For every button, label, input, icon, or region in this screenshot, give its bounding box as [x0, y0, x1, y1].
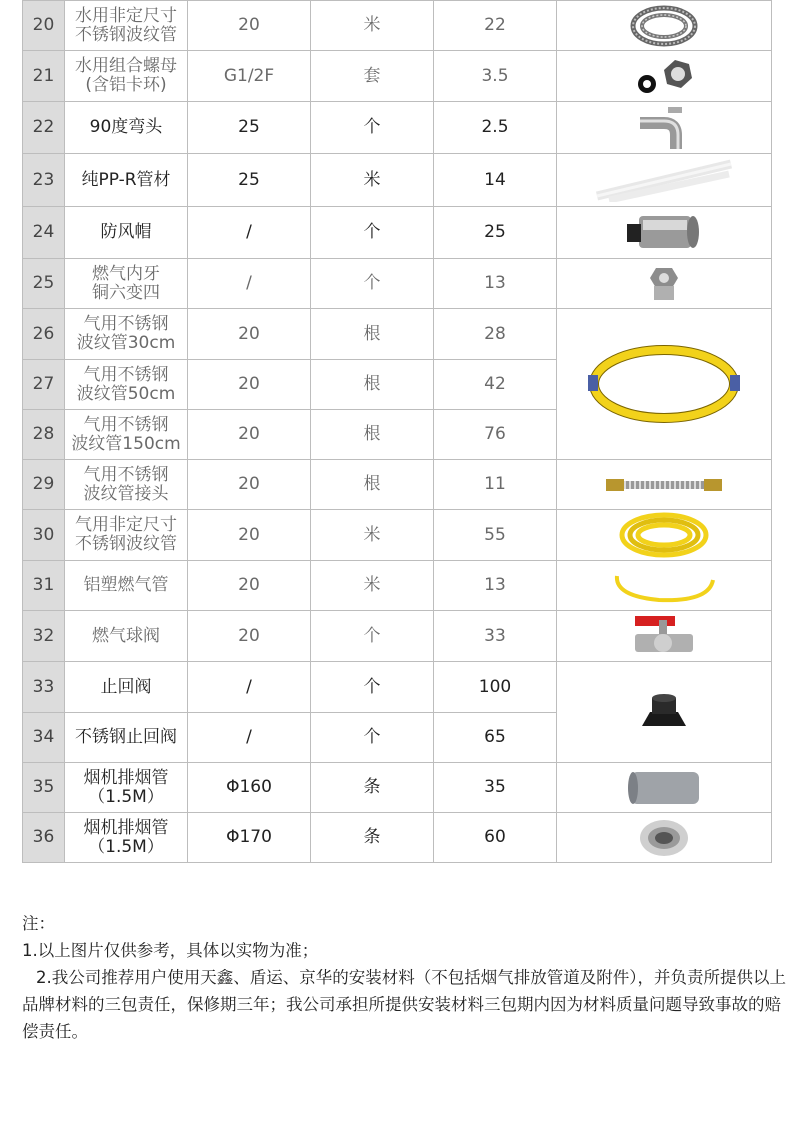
item-spec: /: [188, 662, 311, 713]
item-name: [65, 460, 188, 510]
item-name: [65, 1, 188, 51]
item-name: [65, 611, 188, 662]
item-name-line: 气用不锈钢: [83, 314, 169, 334]
row-number: 22: [23, 102, 65, 154]
item-spec: 20: [188, 510, 311, 561]
yellow-gas-hose-icon: [557, 339, 771, 429]
item-unit: 米: [311, 561, 434, 611]
row-number: 31: [23, 561, 65, 611]
item-name-line: 不锈钢波纹管: [75, 534, 177, 554]
item-unit: 米: [311, 510, 434, 561]
item-image: [557, 51, 772, 102]
item-price: 14: [434, 154, 557, 207]
item-name: [65, 813, 188, 863]
item-image: [557, 611, 772, 662]
item-spec: /: [188, 207, 311, 259]
row-number: 34: [23, 713, 65, 763]
item-unit: 个: [311, 611, 434, 662]
table-row: [23, 309, 772, 360]
item-price: 42: [434, 360, 557, 410]
item-unit: 米: [311, 1, 434, 51]
item-name-line: 气用不锈钢: [83, 464, 169, 485]
row-number: 30: [23, 510, 65, 561]
row-number: 26: [23, 309, 65, 360]
item-price: 3.5: [434, 51, 557, 102]
item-name: [65, 662, 188, 713]
item-price: 33: [434, 611, 557, 662]
item-price: 76: [434, 410, 557, 460]
item-name-line: 烟机排烟管: [83, 767, 169, 788]
note-2: 2.我公司推荐用户使用天鑫、盾运、京华的安装材料（不包括烟气排放管道及附件），并负责所提供以上品牌材料的三包责任，保修期三年；我公司承担所提供安装材料三包期内因为材料质量问题导致事故的赔偿责任。: [22, 968, 786, 1041]
item-unit: 根: [311, 309, 434, 360]
item-unit: 个: [311, 102, 434, 154]
item-price: 65: [434, 713, 557, 763]
notes-section: [22, 910, 787, 1045]
item-price: 25: [434, 207, 557, 259]
item-spec: /: [188, 259, 311, 309]
row-number: 32: [23, 611, 65, 662]
table-row: [23, 259, 772, 309]
item-unit: 条: [311, 763, 434, 813]
table-row: [23, 102, 772, 154]
item-image: [557, 154, 772, 207]
grey-exhaust-duct-icon: [557, 768, 771, 808]
item-name-line: 90度弯头: [89, 117, 163, 137]
item-name: [65, 410, 188, 460]
item-spec: 20: [188, 611, 311, 662]
item-image: [557, 102, 772, 154]
item-unit: 套: [311, 51, 434, 102]
table-row: [23, 460, 772, 510]
item-price: 13: [434, 259, 557, 309]
item-name: [65, 309, 188, 360]
notes-title: 注：: [22, 914, 55, 933]
item-name-line: 铝塑燃气管: [83, 575, 169, 595]
row-number: 29: [23, 460, 65, 510]
item-image: [557, 309, 772, 460]
table-row: [23, 611, 772, 662]
item-spec: 20: [188, 410, 311, 460]
item-unit: 根: [311, 360, 434, 410]
item-spec: G1/2F: [188, 51, 311, 102]
item-unit: 条: [311, 813, 434, 863]
item-image: [557, 763, 772, 813]
item-price: 28: [434, 309, 557, 360]
item-spec: /: [188, 713, 311, 763]
item-price: 13: [434, 561, 557, 611]
item-name-line: 水用组合螺母: [75, 56, 177, 76]
item-spec: Φ170: [188, 813, 311, 863]
item-name: [65, 259, 188, 309]
item-name-line: 气用非定尺寸: [75, 515, 177, 535]
item-price: 35: [434, 763, 557, 813]
ball-valve-icon: [557, 612, 771, 660]
item-unit: 米: [311, 154, 434, 207]
item-name-line: 气用不锈钢: [83, 364, 169, 385]
item-unit: 个: [311, 713, 434, 763]
item-name: [65, 561, 188, 611]
item-name-line: 防风帽: [100, 222, 152, 242]
yellow-hose-coil-icon: [557, 510, 771, 560]
check-valve-icon: [557, 688, 771, 736]
row-number: 27: [23, 360, 65, 410]
bellows-connector-icon: [557, 473, 771, 497]
item-spec: 20: [188, 360, 311, 410]
item-image: [557, 1, 772, 51]
ppr-pipes-icon: [557, 158, 771, 202]
item-name-line: （1.5M）: [88, 786, 164, 807]
item-name-line: 铜六变四: [92, 282, 160, 303]
elbow-pipe-icon: [557, 105, 771, 151]
item-unit: 个: [311, 207, 434, 259]
item-name-line: 不锈钢止回阀: [75, 727, 177, 747]
item-name: [65, 207, 188, 259]
item-spec: 25: [188, 102, 311, 154]
item-name-line: 波纹管50cm: [76, 383, 176, 404]
table-row: [23, 662, 772, 713]
price-table: [22, 0, 772, 863]
item-name-line: 燃气内牙: [92, 263, 160, 284]
table-row: [23, 1, 772, 51]
row-number: 35: [23, 763, 65, 813]
item-image: [557, 662, 772, 763]
table-row: [23, 207, 772, 259]
item-name-line: (含铝卡环): [85, 75, 167, 95]
item-unit: 根: [311, 460, 434, 510]
row-number: 21: [23, 51, 65, 102]
table-row: [23, 813, 772, 863]
item-name: [65, 102, 188, 154]
item-spec: 25: [188, 154, 311, 207]
hex-nut-ring-icon: [557, 54, 771, 98]
item-price: 11: [434, 460, 557, 510]
table-row: [23, 561, 772, 611]
row-number: 24: [23, 207, 65, 259]
table-row: [23, 510, 772, 561]
item-image: [557, 813, 772, 863]
table-row: [23, 51, 772, 102]
item-image: [557, 561, 772, 611]
row-number: 20: [23, 1, 65, 51]
item-price: 22: [434, 1, 557, 51]
item-spec: 20: [188, 309, 311, 360]
table-row: [23, 763, 772, 813]
item-name: [65, 713, 188, 763]
item-image: [557, 460, 772, 510]
table-row: [23, 154, 772, 207]
item-spec: Φ160: [188, 763, 311, 813]
item-spec: 20: [188, 561, 311, 611]
item-name: [65, 51, 188, 102]
item-unit: 根: [311, 410, 434, 460]
item-unit: 个: [311, 662, 434, 713]
item-name: [65, 510, 188, 561]
item-name-line: 波纹管接头: [83, 483, 169, 504]
row-number: 33: [23, 662, 65, 713]
item-name-line: 不锈钢波纹管: [75, 24, 177, 45]
foil-exhaust-duct-icon: [557, 816, 771, 860]
item-unit: 个: [311, 259, 434, 309]
item-name-line: 烟机排烟管: [83, 817, 169, 838]
wind-cap-icon: [557, 210, 771, 256]
item-spec: 20: [188, 460, 311, 510]
row-number: 28: [23, 410, 65, 460]
row-number: 25: [23, 259, 65, 309]
row-number: 23: [23, 154, 65, 207]
item-name-line: 纯PP-R管材: [81, 169, 171, 190]
item-price: 100: [434, 662, 557, 713]
item-name-line: 波纹管30cm: [76, 333, 176, 353]
item-name-line: 水用非定尺寸: [75, 5, 177, 26]
item-name-line: 燃气球阀: [92, 625, 160, 646]
item-name-line: 止回阀: [100, 676, 152, 697]
item-name-line: （1.5M）: [88, 836, 164, 857]
item-image: [557, 207, 772, 259]
item-name-line: 气用不锈钢: [83, 414, 169, 435]
item-name: [65, 154, 188, 207]
item-spec: 20: [188, 1, 311, 51]
item-price: 2.5: [434, 102, 557, 154]
item-name: [65, 763, 188, 813]
note-1: 1.以上图片仅供参考，具体以实物为准；: [22, 941, 319, 960]
steel-hose-coil-icon: [557, 3, 771, 49]
item-name-line: 波纹管150cm: [71, 433, 181, 454]
row-number: 36: [23, 813, 65, 863]
yellow-tube-arc-icon: [557, 566, 771, 606]
item-name: [65, 360, 188, 410]
item-image: [557, 510, 772, 561]
item-image: [557, 259, 772, 309]
item-price: 60: [434, 813, 557, 863]
item-price: 55: [434, 510, 557, 561]
brass-reducer-icon: [557, 264, 771, 304]
